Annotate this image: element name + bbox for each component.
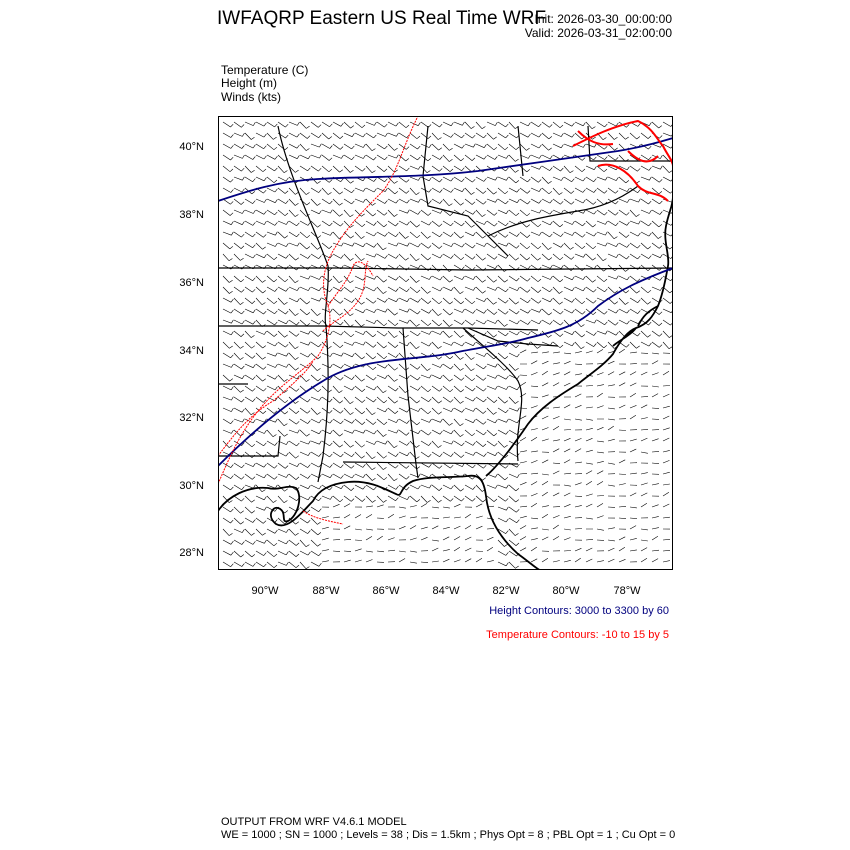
lat-tick-label: 30°N (179, 480, 204, 492)
lat-tick-label: 40°N (179, 141, 204, 153)
lon-tick-label: 78°W (613, 585, 641, 597)
lon-tick-label: 84°W (432, 585, 460, 597)
lat-tick-label: 28°N (179, 547, 204, 559)
field-winds: Winds (kts) (221, 90, 281, 104)
height-contours (218, 138, 673, 466)
lon-tick-label: 82°W (492, 585, 520, 597)
field-height: Height (m) (221, 76, 278, 90)
lat-tick-label: 34°N (179, 345, 204, 357)
state-boundaries (218, 126, 673, 482)
lon-tick-label: 88°W (312, 585, 340, 597)
wind-barbs (223, 122, 673, 569)
height-contour-note: Height Contours: 3000 to 3300 by 60 (489, 605, 669, 617)
wind-barb-field (223, 122, 673, 569)
temperature-contour-note: Temperature Contours: -10 to 15 by 5 (486, 629, 669, 641)
lat-tick-label: 36°N (179, 277, 204, 289)
lat-tick-label: 38°N (179, 209, 204, 221)
valid-time: Valid: 2026-03-31_02:00:00 (524, 26, 672, 40)
init-time: Init: 2026-03-30_00:00:00 (534, 12, 672, 26)
plot-title: IWFAQRP Eastern US Real Time WRF (217, 8, 547, 29)
weather-map (218, 116, 673, 570)
lon-tick-label: 86°W (372, 585, 400, 597)
lon-tick-label: 80°W (552, 585, 580, 597)
field-temperature: Temperature (C) (221, 63, 309, 77)
lon-tick-label: 90°W (251, 585, 279, 597)
lat-tick-label: 32°N (179, 412, 204, 424)
footer-config: WE = 1000 ; SN = 1000 ; Levels = 38 ; Dis = 1.5km ; Phys Opt = 8 ; PBL Opt = 1 ; Cu Opt = 0 (221, 829, 676, 841)
footer-model: OUTPUT FROM WRF V4.6.1 MODEL (221, 816, 407, 828)
